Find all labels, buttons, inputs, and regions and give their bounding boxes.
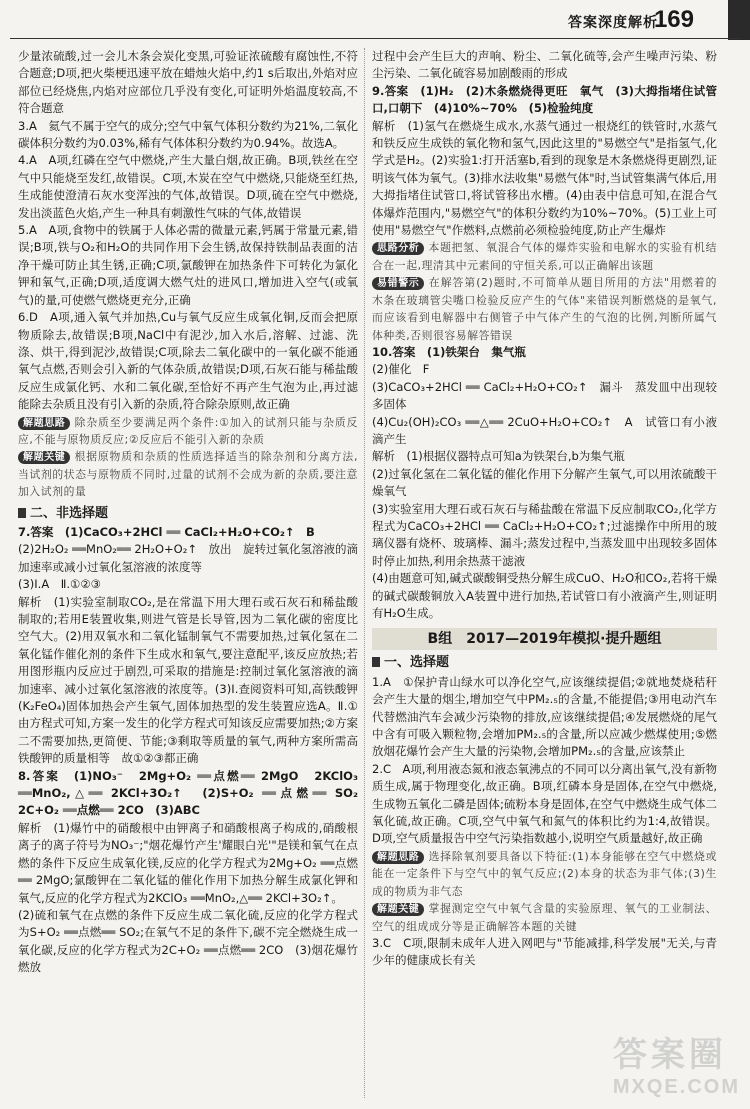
tip-box (18, 448, 358, 500)
tip-text: 选择除氧剂要具备以下特征:(1)本身能够在空气中燃烧或能在一定条件下与空气中的氧气反应;(2)本身的状态为非气体;(3)生成的物质为非气态 (372, 849, 717, 898)
tip-box (372, 239, 717, 274)
tip-tag: 思路分析 (372, 242, 424, 255)
tip-tag: 解题关键 (372, 903, 424, 916)
explanation-10-part2: (2)过氧化氢在二氧化锰的催化作用下分解产生氧气,可以用浓硫酸干燥氧气 (372, 466, 717, 499)
explanation-8: 解析 (1)爆竹中的硝酸根中由钾离子和硝酸根离子构成的,硝酸根离子的离子符号为NO₃⁻;"烟花爆竹产生'耀眼白光'"是镁和氧气在点燃的条件下反应生成氧化镁,反应的化学方程式为2Mg+O₂ ══点燃══ 2MgO;氯酸钾在二氧化锰的催化作用下加热分解生成氯化钾和氧气,反应的化学方程式为2KClO₃ ══MnO₂,△══ 2KCl+3O₂↑。 (18, 820, 358, 905)
explanation-10: 解析 (1)根据仪器特点可知a为铁架台,b为集气瓶 (372, 449, 625, 464)
explanation-8-part2: (2)硫和氧气在点燃的条件下反应生成二氧化硫,反应的化学方程式为S+O₂ ══点燃══ SO₂;在氧气不足的条件下,碳不完全燃烧生成一氧化碳,反应的化学方程式为2C+O₂ ══点燃══ 2CO (3)烟花爆竹燃放 (18, 907, 358, 975)
answer-7-part3: (3)Ⅰ.A Ⅱ.①②③ (18, 577, 101, 592)
answer-text: 少量浓硫酸,过一会儿木条会炭化变黑,可验证浓硫酸有腐蚀性,不符合题意;D项,把火柴梗迅速平放在蜡烛火焰中,约1 s后取出,外焰对应部位已经烧焦,内焰对应部位几乎没有变化,可证明外焰温度较高,不符合题意 (18, 49, 358, 116)
section-marker (18, 508, 26, 518)
answer-10: 10.答案 (1)铁架台 集气瓶 (372, 344, 526, 359)
tip-text: 在解答第(2)题时,不可简单从题目所用的方法"用燃着的木条在玻璃管尖嘴口检验反应产生的气体"来错误判断燃烧的是氧气,而应该看到电解器中右侧管子中气体产生的气泡的比例,判断所属气体种类,否则很容易解答错误 (372, 276, 717, 342)
answer-b2: 2.C A项,利用液态氮和液态氧沸点的不同可以分离出氧气,没有新物质生成,属于物理变化,故正确。B项,红磷本身是固体,在空气中燃烧,生成物五氧化二磷是固体;硫粉本身是固体,在空气中燃烧生成气体二氧化硫,故正确。C项,空气中氧气和氮气的体积比约为1:4,故错误。D项,空气质量报告中空气污染指数越小,说明空气质量越好,故正确 (372, 761, 717, 846)
section-marker (372, 657, 380, 667)
header-title: 答案深度解析 (568, 15, 658, 31)
answer-7: 7.答案 (1)CaCO₃+2HCl ══ CaCl₂+H₂O+CO₂↑ B (18, 524, 315, 539)
group-b-banner: B组 2017—2019年模拟·提升题组 (372, 628, 717, 650)
section-heading: 二、非选择题 (18, 505, 358, 522)
tip-text: 除杂质至少要满足两个条件:①加入的试剂只能与杂质反应,不能与原物质反应;②反应后不能引入新的杂质 (18, 415, 358, 446)
tip-tag: 解题思路 (372, 851, 424, 864)
tip-box (372, 900, 717, 935)
tip-box (18, 414, 358, 449)
tip-box (372, 274, 717, 344)
watermark (613, 1027, 740, 1099)
column-divider (364, 48, 365, 1098)
explanation-7: 解析 (1)实验室制取CO₂,是在常温下用大理石或石灰石和稀盐酸制取的;若用E装置收集,则进气管是长导管,因为二氧化碳的密度比空气大。(2)用双氧水和二氧化锰制氧气不需要加热,过氧化氢在二氧化锰作催化剂的条件下生成水和氧气,要注意配平,该反应放热;若用图形瓶内反应过于剧烈,可采取的措施是:控制过氧化氢溶液的滴加速率、减小过氧化氢溶液的浓度等。(3)Ⅰ.查阅资料可知,高铁酸钾(K₂FeO₄)固体加热会产生氧气,固体加热型的发生装置应选A。Ⅱ.①由方程式可知,方案一发生的化学方程式可知该反应需要加热;②方案二不需要加热,更简便、节能;③剩取等质量的氧气,两种方案所需高铁酸钾的质量相等 故①②③都正确 (18, 594, 358, 766)
answer-b1: 1.A ①保护青山绿水可以净化空气,应该继续提倡;②就地焚烧秸秆会产生大量的烟尘,增加空气中PM₂.₅的含量,不能提倡;③用电动汽车代替燃油汽车会减少污染物的排放,应该继续提倡;④发展燃烧的尾气中含有可吸入颗粒物,会增加PM₂.₅的含量,所以应减少燃煤使用;⑤燃放烟花爆竹会产生大量的污染物,会增加PM₂.₅的含量,应该禁止 (372, 674, 717, 759)
answer-6: 6.D A项,通入氧气并加热,Cu与氧气反应生成氧化铜,反而会把原物质除去,故错误;B项,NaCl中有泥沙,加入水后,溶解、过滤、洗涤、烘干,得到泥沙,故错误;C项,除去二氧化碳中的一氧化碳不能通氧气点燃,否则会引入新的气体杂质,故错误;D项,石灰石能与稀盐酸反应生成氯化钙、水和二氧化碳,至恰好不再产生气泡为止,再过滤能除去杂质且没有引入新的杂质,符合除杂原则,故正确 (18, 310, 358, 412)
tip-text: 根据原物质和杂质的性质选择适当的除杂剂和分离方法,当试剂的状态与原物质不同时,过量的试剂不会成为新的杂质,要注意加入试剂的量 (18, 450, 358, 499)
section-heading: 一、选择题 (372, 654, 717, 671)
answer-10-part4: (4)Cu₂(OH)₂CO₃ ══△══ 2CuO+H₂O+CO₂↑ A 试管口有小液滴产生 (372, 414, 717, 446)
watermark-logo-text: 答案圈 (612, 1036, 727, 1074)
tip-text: 掌握测定空气中氧气含量的实验原理、氧气的工业制法、空气的组成成分等是正确解答本题的关键 (372, 902, 717, 933)
page-header (0, 0, 750, 40)
tip-tag: 解题思路 (18, 417, 70, 430)
explanation-8-cont: 过程中会产生巨大的声响、粉尘、二氧化硫等,会产生噪声污染、粉尘污染、二氧化硫容易加剧酸雨的形成 (372, 49, 717, 81)
explanation-9: 解析 (1)氢气在燃烧生成水,水蒸气通过一根烧红的铁管时,水蒸气和铁反应生成铁的氧化物和氢气,因此这里的"易燃空气"是指氢气,化学式是H₂。(2)实验1:打开活塞b,看到的现象是木条燃烧得更剧烈,证明该气体为氧气。(3)排水法收集"易燃气体"时,当试管集满气体后,用大拇指堵住试管口,将试管移出水槽。(4)由表中信息可知,在混合气体爆炸范围内,"易燃空气"的体积分数约为10%~70%。(5)工业上可使用"易燃空气"作燃料,点燃前必须检验纯度,防止产生爆炸 (372, 118, 717, 238)
left-column (18, 48, 370, 1103)
header-tab-marker (728, 0, 750, 40)
answer-b3: 3.C C项,限制未成年人进入网吧与"节能减排,科学发展"无关,与青少年的健康成长有关 (372, 935, 717, 968)
answer-7-part2: (2)2H₂O₂ ══MnO₂══ 2H₂O+O₂↑ 放出 旋转过氧化氢溶液的滴加速率或减小过氧化氢溶液的浓度等 (18, 542, 358, 574)
answer-4: 4.A A项,红磷在空气中燃烧,产生大量白烟,故正确。B项,铁丝在空气中只能烧至发红,故错误。C项,木炭在空气中燃烧,只能烧至红热,生成能使澄清石灰水变浑浊的气体,故错误。D项,硫在空气中燃烧,发出淡蓝色火焰,产生一种具有刺激性气味的气体,故错误 (18, 153, 358, 220)
explanation-10-part4: (4)由题意可知,碱式碳酸铜受热分解生成CuO、H₂O和CO₂,若将干燥的碱式碳酸铜放入A装置中进行加热,若试管口有小液滴产生,则证明有H₂O生成。 (372, 571, 717, 620)
explanation-10-part3: (3)实验室用大理石或石灰石与稀盐酸在常温下反应制取CO₂,化学方程式为CaCO₃+2HCl ══ CaCl₂+H₂O+CO₂↑;过滤操作中所用的玻璃仪器有烧杯、玻璃棒、漏斗;蒸发过程中,当蒸发皿中出现较多固体时停止加热,利用余热蒸干滤液 (372, 501, 717, 568)
tip-text: 本题把氢、氧混合气体的爆炸实验和电解水的实验有机结合在一起,理清其中元素间的守恒关系,可以正确解出该题 (372, 241, 717, 272)
answer-10-part2: (2)催化 F (372, 362, 430, 377)
page-number: 169 (653, 6, 694, 33)
right-column (372, 48, 717, 1103)
answer-9: 9.答案 (1)H₂ (2)木条燃烧得更旺 氧气 (3)大拇指堵住试管口,口朝下 (4)10%~70% (5)检验纯度 (372, 83, 717, 116)
answer-5: 5.A A项,食物中的铁属于人体必需的微量元素,钙属于常量元素,错误;B项,铁与O₂和H₂O的共同作用下会生锈,故保持铁制品表面的洁净干燥可防止其生锈,正确;C项,氯酸钾在加热条件下可转化为氯化钾和氧气,正确;D项,适度调大燃气灶的进风口,增加进入空气(或氧气)的量,可使燃气燃烧更充分,正确 (18, 223, 358, 307)
watermark-url: MXQE.COM (612, 1076, 740, 1098)
answer-8: 8.答案 (1)NO₃⁻ 2Mg+O₂ ══点燃══ 2MgO 2KClO₃ ══MnO₂,△══ 2KCl+3O₂↑ (2)S+O₂ ══点燃══ SO₂ 2C+O₂ ══点燃══ 2CO (3)ABC (18, 768, 370, 818)
tip-box (372, 848, 717, 900)
tip-tag: 易错警示 (372, 277, 424, 290)
answer-10-part3: (3)CaCO₃+2HCl ══ CaCl₂+H₂O+CO₂↑ 漏斗 蒸发皿中出现较多固体 (372, 379, 717, 412)
header-rule (10, 38, 740, 39)
tip-tag: 解题关键 (18, 451, 70, 464)
answer-3: 3.A 氦气不属于空气的成分;空气中氧气体积分数约为21%,二氧化碳体积分数约为0.03%,稀有气体体积分数约为0.94%。故选A。 (18, 118, 358, 151)
